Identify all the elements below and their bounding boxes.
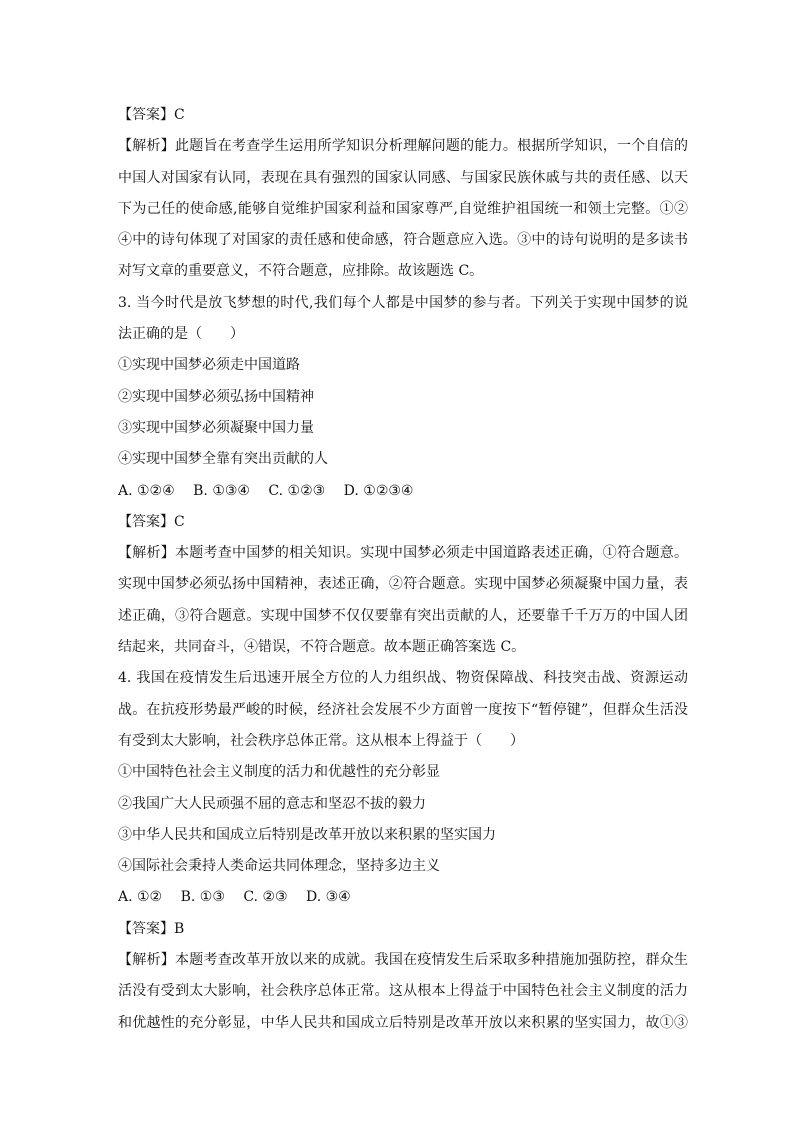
q4-stem-line: 战。在抗疫形势最严峻的时候，经济社会发展不少方面曾一度按下“暂停键”，但群众生活没	[118, 701, 688, 718]
q3-answer: 【答案】C	[118, 513, 185, 530]
q3-option-a: A. ①②④	[118, 482, 175, 499]
q2-analysis-line: 下为己任的使命感,能够自觉维护国家利益和国家尊严,自觉维护祖国统一和领土完整。①②	[118, 200, 688, 217]
q3-item: ①实现中国梦必须走中国道路	[118, 357, 300, 374]
q4-item: ②我国广大人民顽强不屈的意志和坚忍不拔的毅力	[118, 795, 426, 812]
q3-options	[118, 476, 688, 507]
q3-item: ③实现中国梦必须凝聚中国力量	[118, 419, 314, 436]
document-page	[118, 100, 688, 1039]
q2-analysis-line: ④中的诗句体现了对国家的责任感和使命感，符合题意应入选。③中的诗句说明的是多读书	[118, 232, 688, 249]
q3-item: ④实现中国梦全靠有突出贡献的人	[118, 451, 328, 468]
q4-stem-line: 有受到太大影响，社会秩序总体正常。这从根本上得益于（ ）	[118, 732, 524, 749]
q2-analysis-line: 中国人对国家有认同，表现在具有强烈的国家认同感、与国家民族休戚与共的责任感、以天	[118, 169, 688, 186]
q3-option-d: D. ①②③④	[343, 482, 414, 499]
q4-option-c: C. ②③	[243, 889, 288, 906]
q4-options	[118, 882, 688, 913]
q4-stem-line: 4. 我国在疫情发生后迅速开展全方位的人力组织战、物资保障战、科技突击战、资源运动	[118, 670, 688, 687]
q4-analysis-line: 和优越性的充分彰显，中华人民共和国成立后特别是改革开放以来积累的坚实国力，故①③	[118, 1014, 688, 1031]
q4-item: ①中国特色社会主义制度的活力和优越性的充分彰显	[118, 764, 440, 781]
q4-item: ③中华人民共和国成立后特别是改革开放以来积累的坚实国力	[118, 826, 496, 843]
q4-analysis-line: 【解析】本题考查改革开放以来的成就。我国在疫情发生后采取多种措施加强防控，群众生	[118, 952, 688, 969]
q3-analysis-line: 【解析】本题考查中国梦的相关知识。实现中国梦必须走中国道路表述正确，①符合题意。	[118, 545, 688, 562]
q4-analysis-line: 活没有受到太大影响，社会秩序总体正常。这从根本上得益于中国特色社会主义制度的活力	[118, 983, 688, 1000]
q3-stem-line: 3. 当今时代是放飞梦想的时代,我们每个人都是中国梦的参与者。下列关于实现中国梦的说	[118, 294, 688, 311]
q3-item: ②实现中国梦必须弘扬中国精神	[118, 388, 314, 405]
q4-option-d: D. ③④	[306, 889, 351, 906]
q3-analysis-line: 实现中国梦必须弘扬中国精神，表述正确，②符合题意。实现中国梦必须凝聚中国力量，表	[118, 576, 688, 593]
q2-analysis-line: 对写文章的重要意义，不符合题意，应排除。故该题选 C。	[118, 263, 484, 280]
q2-answer: 【答案】C	[118, 107, 185, 123]
q3-analysis-line: 述正确，③符合题意。实现中国梦不仅仅要靠有突出贡献的人，还要靠千千万万的中国人团	[118, 607, 688, 624]
q4-option-b: B. ①③	[180, 889, 225, 906]
q2-analysis-line: 【解析】此题旨在考查学生运用所学知识分析理解问题的能力。根据所学知识，一个自信的	[118, 138, 688, 155]
q4-answer: 【答案】B	[118, 920, 185, 937]
q3-analysis-line: 结起来，共同奋斗，④错误，不符合题意。故本题正确答案选 C。	[118, 639, 526, 656]
q3-stem-line: 法正确的是（ ）	[118, 326, 244, 343]
q4-option-a: A. ①②	[118, 889, 163, 906]
q4-item: ④国际社会秉持人类命运共同体理念，坚持多边主义	[118, 858, 440, 875]
q3-option-c: C. ①②③	[268, 482, 326, 499]
q3-option-b: B. ①③④	[193, 482, 250, 499]
